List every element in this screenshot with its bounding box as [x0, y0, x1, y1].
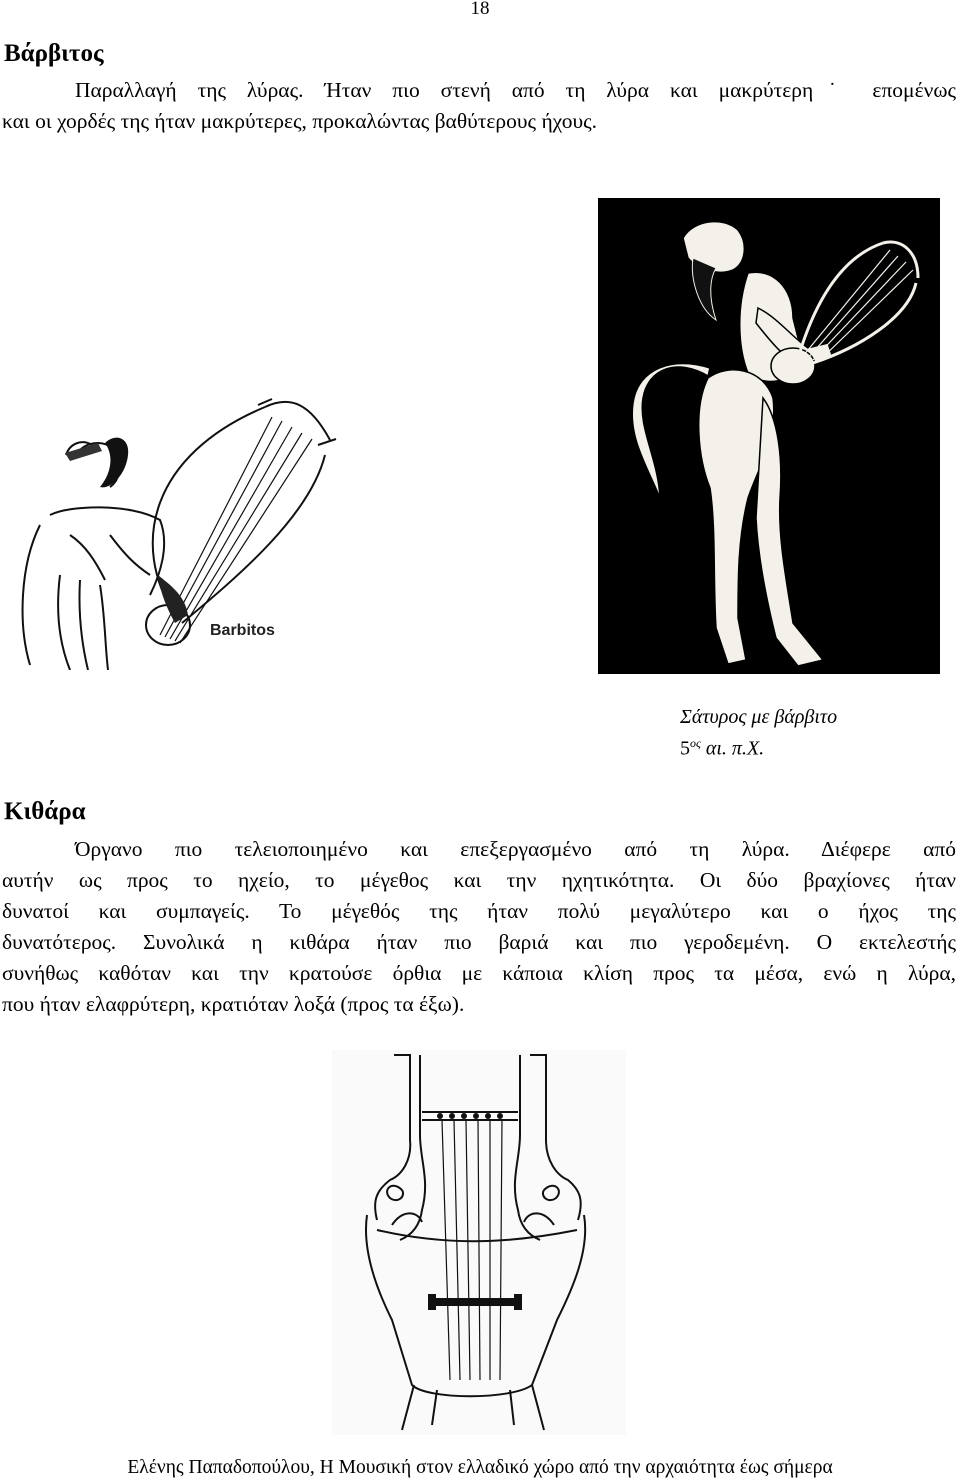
barbitos-label: Barbitos	[210, 622, 275, 639]
kithara-line-5: συνήθως καθόταν και την κρατούσε όρθια με κάποια κλίση προς τα μέσα, ενώ η λύρα,	[2, 961, 956, 985]
beard-shape	[100, 438, 128, 488]
satyr-caption-era: αι. π.Χ.	[700, 737, 765, 760]
page-footer: Ελένης Παπαδοπούλου, Η Μουσική στον ελλαδικό χώρο από την αρχαιότητα έως σήμερα	[127, 1457, 833, 1478]
barbitos-drawing	[10, 395, 350, 670]
page-number: 18	[470, 0, 490, 19]
kithara-drawing	[332, 1050, 626, 1435]
satyr-caption-line-2	[680, 736, 764, 761]
heading-kithara: Κιθάρα	[4, 798, 86, 825]
kithara-line-2: αυτήν ως προς το ηχείο, το μέγεθος και την ηχητικότητα. Οι δύο βραχίονες ήταν	[2, 868, 956, 892]
kithara-line-4: δυνατότερος. Συνολικά η κιθάρα ήταν πιο βαριά και πιο γεροδεμένη. Ο εκτελεστής	[2, 930, 956, 954]
barbitos-line-1: Παραλλαγή της λύρας. Ήταν πιο στενή από τη λύρα και μακρύτερη˙ επομένως	[75, 78, 956, 102]
kithara-paragraph	[2, 834, 956, 1020]
satyr-caption-line-1: Σάτυρος με βάρβιτο	[680, 706, 838, 728]
kithara-line-3: δυνατοί και συμπαγείς. Το μέγεθός της ήταν πολύ μεγαλύτερο και ο ήχος της	[2, 899, 956, 923]
barbitos-paragraph	[2, 75, 956, 137]
barbitos-line-2: και οι χορδές της ήταν μακρύτερες, προκαλώντας βαθύτερους ήχους.	[2, 109, 598, 133]
satyr-caption-century: 5	[680, 737, 690, 760]
satyr-vase-image	[598, 198, 940, 674]
satyr-caption-suffix: ος	[690, 736, 701, 750]
kithara-line-1: Όργανο πιο τελειοποιημένο και επεξεργασμένο από τη λύρα. Διέφερε από	[75, 837, 956, 861]
heading-barbitos: Βάρβιτος	[4, 40, 104, 67]
kithara-line-6: που ήταν ελαφρύτερη, κρατιόταν λοξά (προς τα έξω).	[2, 992, 465, 1016]
